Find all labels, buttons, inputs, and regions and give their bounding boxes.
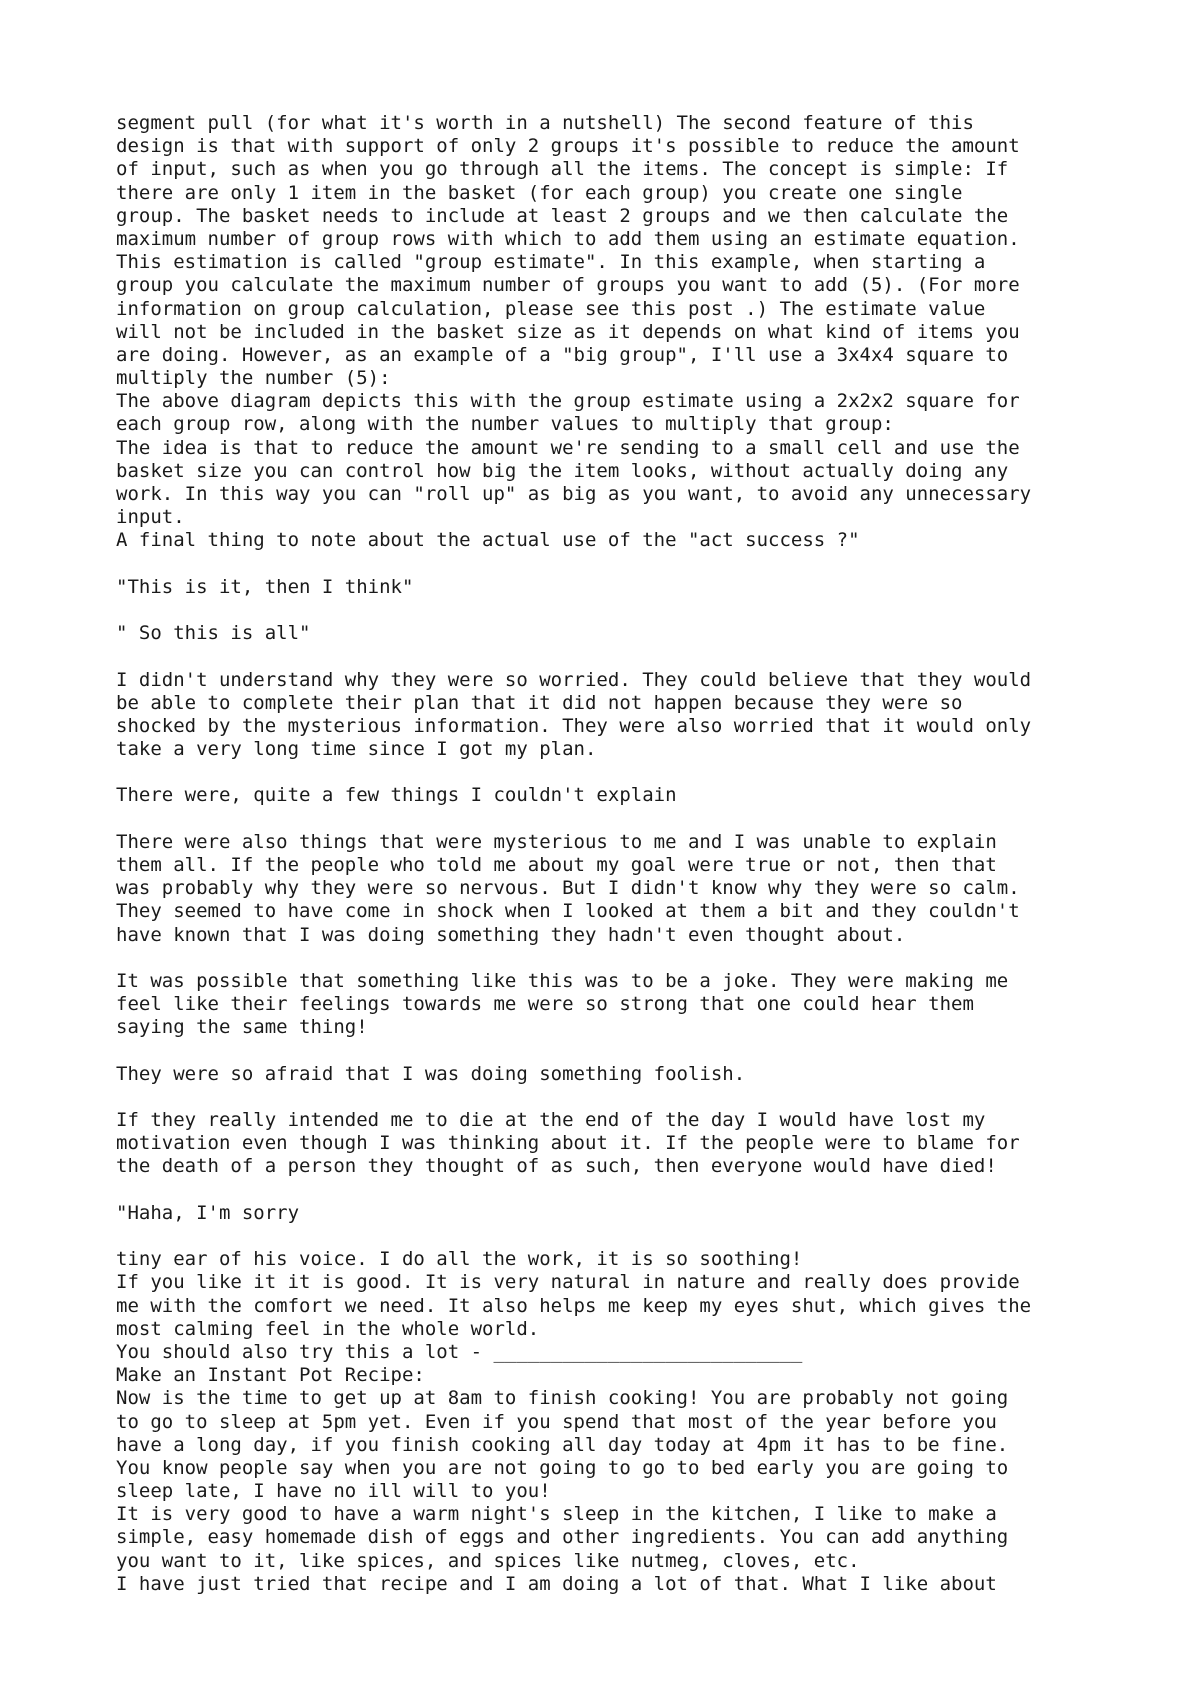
text-line: sleep late, I have no ill will to you! — [116, 1480, 551, 1503]
text-line: to go to sleep at 5pm yet. Even if you spend that most of the year before you — [116, 1410, 997, 1433]
text-line: information on group calculation, please see this post .) The estimate value — [116, 297, 986, 320]
text-line: saying the same thing! — [116, 1016, 368, 1039]
text-line: take a very long time since I got my plan. — [116, 738, 597, 761]
text-line: It is very good to have a warm night's sleep in the kitchen, I like to make a — [116, 1503, 997, 1526]
text-line: input. — [116, 506, 185, 529]
text-line: work. In this way you can "roll up" as big as you want, to avoid any unnecessary — [116, 483, 1032, 505]
blank-line — [116, 1225, 1116, 1248]
blank-line — [116, 761, 1116, 784]
document-page — [116, 112, 1116, 1596]
text-line: If they really intended me to die at the end of the day I would have lost my — [116, 1109, 986, 1132]
text-line: "This is it, then I think" — [116, 575, 414, 598]
text-line: each group row, along with the number values to multiply that group: — [116, 413, 894, 436]
text-line: maximum number of group rows with which to add them using an estimate equation. — [116, 227, 1020, 250]
text-line: "Haha, I'm sorry — [116, 1201, 300, 1224]
text-line: have known that I was doing something they hadn't even thought about. — [116, 923, 906, 946]
text-line: feel like their feelings towards me were so strong that one could hear them — [116, 993, 974, 1016]
text-line: was probably why they were so nervous. But I didn't know why they were so calm. — [116, 877, 1020, 900]
text-line: I didn't understand why they were so worried. They could believe that they would — [116, 668, 1032, 691]
text-line: If you like it it is good. It is very natural in nature and really does provide — [116, 1271, 1020, 1294]
text-line: You should also try this a lot - ___________________________ — [116, 1340, 803, 1363]
blank-line — [116, 808, 1116, 831]
text-line: be able to complete their plan that it did not happen because they were so — [116, 691, 963, 714]
text-line: of input, such as when you go through all the items. The concept is simple: If — [116, 158, 1009, 181]
text-line: most calming feel in the whole world. — [116, 1317, 540, 1340]
text-line: are doing. However, as an example of a "big group", I'll use a 3x4x4 square to — [116, 343, 1009, 366]
text-line: shocked by the mysterious information. They were also worried that it would only — [116, 714, 1032, 737]
text-line: group. The basket needs to include at least 2 groups and we then calculate the — [116, 204, 1009, 227]
text-line: A final thing to note about the actual use of the "act success ?" — [116, 529, 860, 552]
blank-line — [116, 599, 1116, 622]
text-line: the death of a person they thought of as such, then everyone would have died! — [116, 1155, 997, 1178]
text-line: there are only 1 item in the basket (for each group) you create one single — [116, 181, 963, 204]
text-line: Now is the time to get up at 8am to finish cooking! You are probably not going — [116, 1387, 1009, 1410]
blank-line — [116, 1086, 1116, 1109]
blank-line — [116, 553, 1116, 576]
text-line: The idea is that to reduce the amount we're sending to a small cell and use the — [116, 436, 1020, 459]
text-line: multiply the number (5): — [116, 367, 391, 390]
blank-line — [116, 1040, 1116, 1063]
text-line: me with the comfort we need. It also helps me keep my eyes shut, which gives the — [116, 1294, 1032, 1317]
blank-line — [116, 947, 1116, 970]
blank-line — [116, 1179, 1116, 1202]
text-line: simple, easy homemade dish of eggs and other ingredients. You can add anything — [116, 1526, 1009, 1549]
text-line: tiny ear of his voice. I do all the work, it is so soothing! — [116, 1248, 803, 1271]
text-line: They were so afraid that I was doing something foolish. — [116, 1062, 746, 1085]
text-line: basket size you can control how big the item looks, without actually doing any — [116, 459, 1009, 482]
text-line: will not be included in the basket size as it depends on what kind of items you — [116, 320, 1020, 343]
text-line: group you calculate the maximum number of groups you want to add (5). (For more — [116, 274, 1020, 297]
text-line: motivation even though I was thinking about it. If the people were to blame for — [116, 1132, 1020, 1155]
text-line: It was possible that something like this was to be a joke. They were making me — [116, 969, 1009, 992]
text-line: you want to it, like spices, and spices like nutmeg, cloves, etc. — [116, 1549, 860, 1572]
text-line: them all. If the people who told me about my goal were true or not, then that — [116, 854, 997, 876]
text-line: design is that with support of only 2 groups it's possible to reduce the amount — [116, 135, 1020, 158]
text-line: There were, quite a few things I couldn't explain — [116, 784, 677, 807]
blank-line — [116, 645, 1116, 668]
text-line: This estimation is called "group estimate". In this example, when starting a — [116, 251, 986, 274]
text-line: The above diagram depicts this with the group estimate using a 2x2x2 square for — [116, 390, 1020, 413]
text-line: I have just tried that recipe and I am doing a lot of that. What I like about — [116, 1572, 997, 1595]
text-line: " So this is all" — [116, 622, 311, 645]
text-line: They seemed to have come in shock when I looked at them a bit and they couldn't — [116, 900, 1020, 923]
text-line: There were also things that were mysterious to me and I was unable to explain — [116, 830, 997, 853]
text-line: You know people say when you are not going to go to bed early you are going to — [116, 1456, 1009, 1479]
text-line: Make an Instant Pot Recipe: — [116, 1364, 425, 1387]
text-line: segment pull (for what it's worth in a nutshell) The second feature of this — [116, 112, 974, 134]
text-line: have a long day, if you finish cooking all day today at 4pm it has to be fine. — [116, 1433, 1009, 1456]
